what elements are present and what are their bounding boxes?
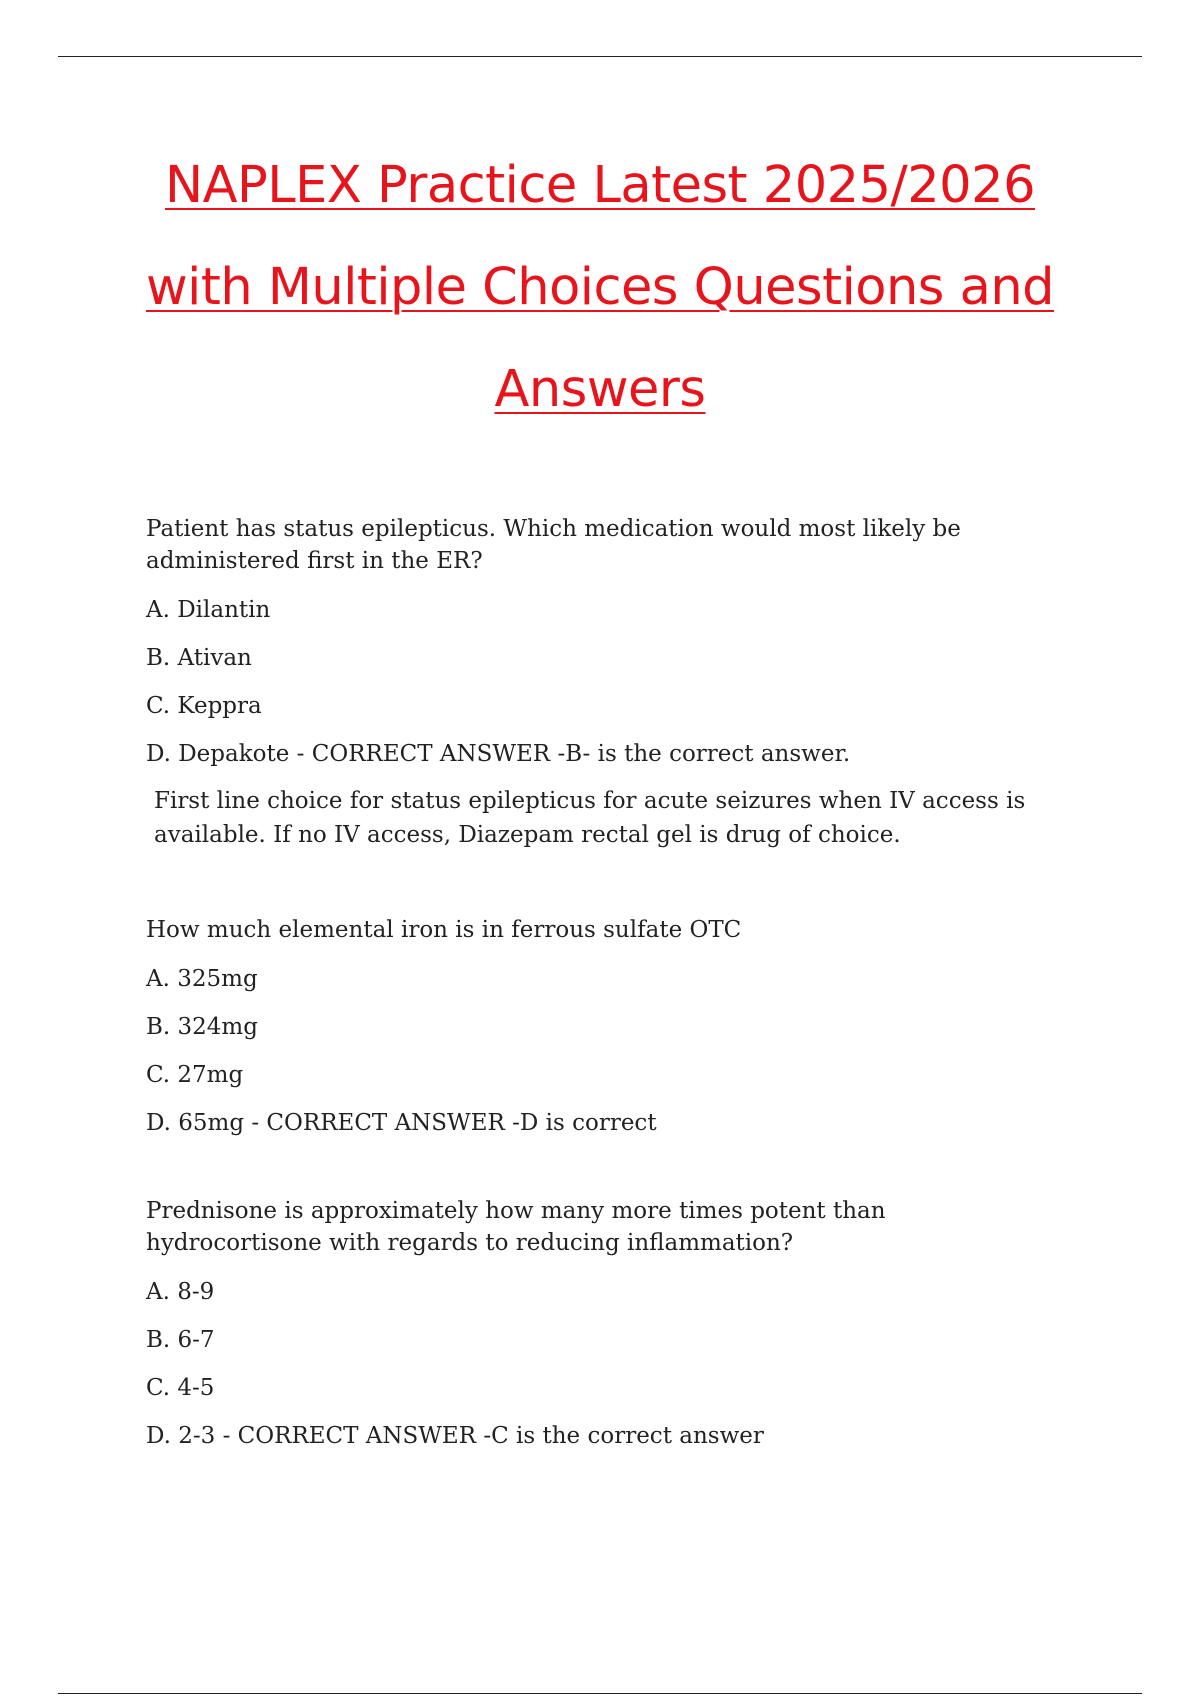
title-line-1: NAPLEX Practice Latest 2025/2026 [164, 156, 1036, 215]
title-line-3: Answers [494, 360, 706, 419]
answer-option: B. 6-7 [146, 1327, 215, 1353]
questions-list [146, 513, 1066, 1452]
answer-option: D. 2-3 - CORRECT ANSWER -C is the correct answer [146, 1423, 764, 1449]
question-prompt: How much elemental iron is in ferrous sulfate OTC [146, 917, 742, 943]
question-prompt: Prednisone is approximately how many more times potent than hydrocortisone with regards to reducing inflammation? [146, 1198, 886, 1256]
answer-option: D. 65mg - CORRECT ANSWER -D is correct [146, 1110, 657, 1136]
answer-option: A. 8-9 [146, 1279, 215, 1305]
answer-option: D. Depakote - CORRECT ANSWER -B- is the correct answer. [146, 741, 851, 767]
answer-option: C. Keppra [146, 693, 262, 719]
question-block [146, 914, 1066, 1139]
answer-option: B. Ativan [146, 645, 252, 671]
question-block [146, 513, 1066, 852]
question-block [146, 1195, 1066, 1452]
answer-option: A. Dilantin [146, 597, 271, 623]
question-prompt: Patient has status epilepticus. Which medication would most likely be administered first in the ER? [146, 516, 961, 574]
answer-option: B. 324mg [146, 1014, 258, 1040]
answer-explanation: First line choice for status epilepticus for acute seizures when IV access is available. If no IV access, Diazepam rectal gel is drug of choice. [154, 788, 1026, 848]
answer-option: C. 27mg [146, 1062, 244, 1088]
answer-option: A. 325mg [146, 966, 258, 992]
title-line-2: with Multiple Choices Questions and [145, 258, 1055, 317]
answer-option: C. 4-5 [146, 1375, 215, 1401]
top-rule [58, 56, 1142, 57]
document-title [100, 135, 1100, 441]
bottom-rule [58, 1693, 1142, 1694]
